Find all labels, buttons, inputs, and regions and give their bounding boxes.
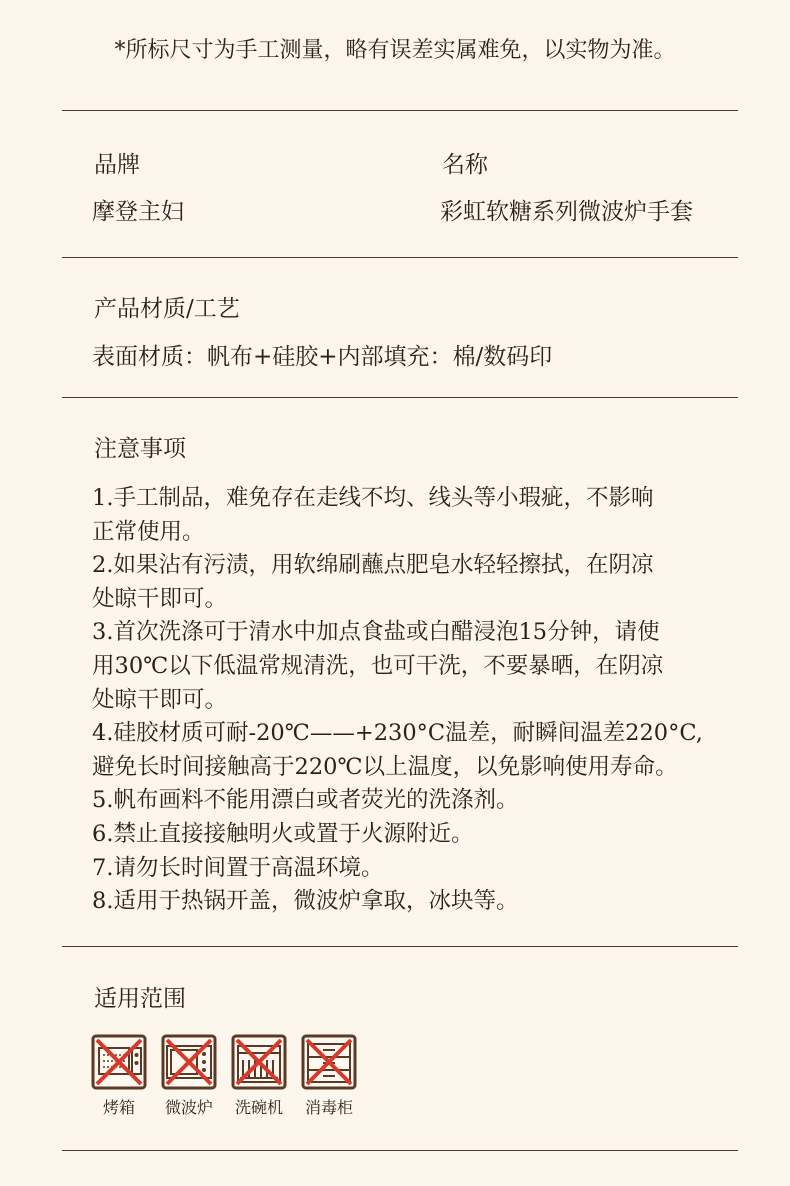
divider: [62, 110, 738, 111]
measurement-note: *所标尺寸为手工测量，略有误差实属难免，以实物为准。: [114, 38, 676, 63]
note-line: 3.首次洗涤可于清水中加点食盐或白醋浸泡15分钟，请使: [92, 619, 660, 646]
note-line: 4.硅胶材质可耐-20℃——+230°C温差，耐瞬间温差220°C,: [92, 720, 703, 747]
note-line: 处晾干即可。: [92, 585, 228, 612]
scope-item-microwave: [160, 1034, 218, 1118]
scope-item-dishwasher: [230, 1034, 288, 1118]
scope-item-label: 消毒柜: [304, 1098, 353, 1117]
name-value: 彩虹软糖系列微波炉手套: [440, 199, 693, 225]
divider: [62, 257, 738, 258]
note-line: 正常使用。: [92, 518, 205, 545]
note-line: 7.请勿长时间置于高温环境。: [92, 854, 384, 881]
name-label: 名称: [442, 152, 488, 178]
microwave-icon: [161, 1034, 217, 1090]
care-notes-list: [92, 482, 732, 919]
scope-label: 适用范围: [94, 986, 186, 1012]
note-line: 5.帆布画料不能用漂白或者荧光的洗涤剂。: [92, 787, 519, 814]
divider: [62, 397, 738, 398]
divider: [62, 946, 738, 947]
note-line: 处晾干即可。: [92, 686, 228, 713]
scope-item-label: 微波炉: [164, 1098, 213, 1117]
note-line: 2.如果沾有污渍，用软绵刷蘸点肥皂水轻轻擦拭，在阴凉: [92, 552, 654, 579]
oven-icon: [91, 1034, 147, 1090]
dishwasher-icon: [231, 1034, 287, 1090]
brand-value: 摩登主妇: [92, 199, 184, 225]
note-line: 1.手工制品，难免存在走线不均、线头等小瑕疵，不影响: [92, 485, 654, 511]
scope-icons: [90, 1034, 358, 1118]
material-label: 产品材质/工艺: [94, 296, 240, 322]
note-line: 用30℃以下低温常规清洗，也可干洗，不要暴晒，在阴凉: [92, 652, 664, 679]
note-line: 避免长时间接触高于220℃以上温度，以免影响使用寿命。: [92, 753, 678, 780]
scope-item-label: 烤箱: [102, 1098, 135, 1117]
scope-item-oven: [90, 1034, 148, 1118]
note-line: 6.禁止直接接触明火或置于火源附近。: [92, 820, 474, 847]
scope-item-sterilizer: [300, 1034, 358, 1118]
brand-label: 品牌: [94, 152, 140, 178]
material-value: 表面材质：帆布+硅胶+内部填充：棉/数码印: [92, 344, 553, 370]
scope-item-label: 洗碗机: [234, 1098, 283, 1117]
sterilizer-cabinet-icon: [301, 1034, 357, 1090]
notes-label: 注意事项: [94, 436, 186, 462]
divider: [62, 1150, 738, 1151]
note-line: 8.适用于热锅开盖，微波炉拿取，冰块等。: [92, 888, 519, 915]
